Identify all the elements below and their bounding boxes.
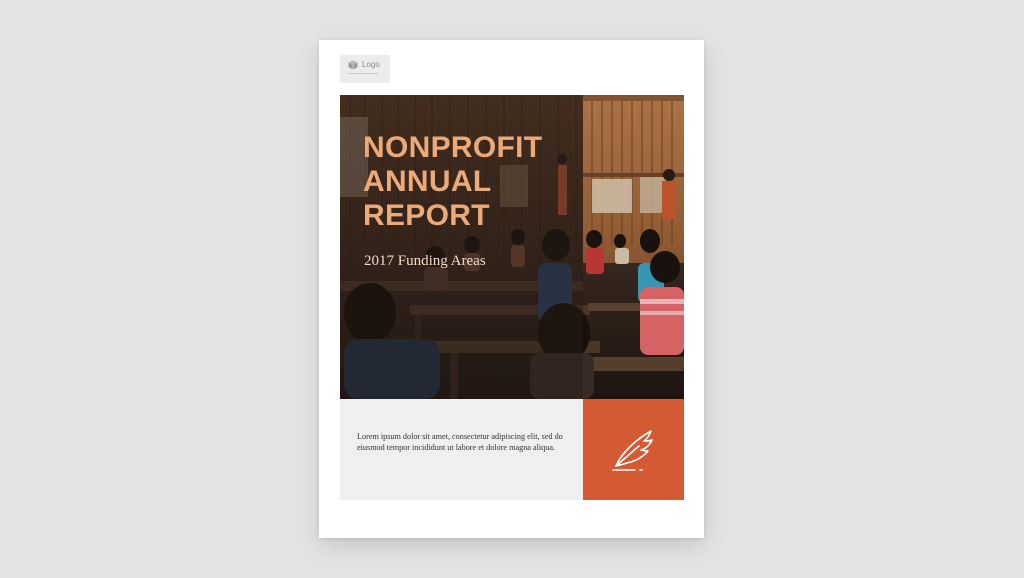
report-cover [319, 40, 704, 538]
report-subtitle: 2017 Funding Areas [364, 253, 486, 269]
report-title-line: NONPROFIT [363, 131, 543, 164]
logo-label: Logo [362, 60, 380, 69]
report-title [363, 131, 542, 233]
hero-section [340, 95, 684, 399]
report-title-line: REPORT [363, 199, 490, 232]
logo-row [348, 60, 390, 70]
logo-placeholder [340, 55, 390, 83]
intro-panel [340, 399, 583, 500]
accent-panel [583, 399, 684, 500]
cube-icon [348, 60, 358, 70]
logo-tagline-line [348, 73, 378, 74]
report-title-line: ANNUAL [363, 165, 492, 198]
intro-paragraph: Lorem ipsum dolor sit amet, consectetur adipiscing elit, sed do eiusmod tempor incididunt ut labore et dolore magna aliqua. [357, 432, 563, 453]
feather-icon [609, 426, 659, 476]
